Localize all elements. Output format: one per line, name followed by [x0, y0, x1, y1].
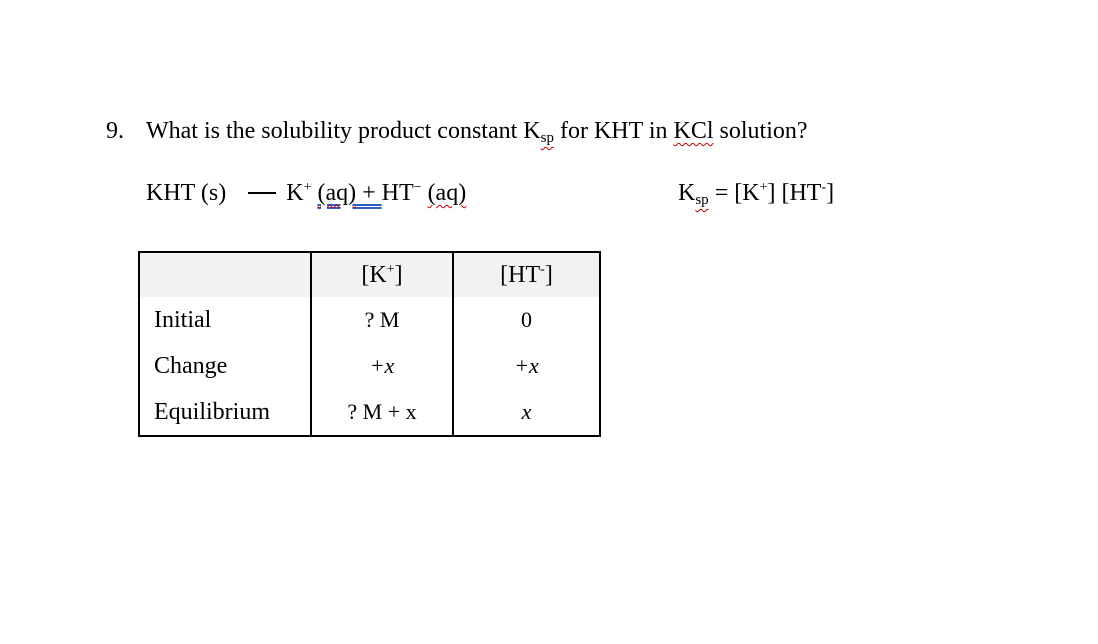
ksp-expr-charge-k: + — [759, 180, 768, 195]
reaction-arrow — [248, 192, 276, 194]
plus-sign: + — [356, 180, 382, 206]
question-text-end: solution? — [713, 118, 808, 144]
question-text-start: What is the solubility product constant — [146, 118, 524, 144]
ice-row-label: Equilibrium — [154, 398, 270, 425]
ice-cell-k: +x — [311, 343, 453, 389]
ice-cell-k: ? M — [311, 297, 453, 343]
ksp-expression — [678, 173, 834, 215]
ice-cell-ht: +x — [453, 343, 600, 389]
ksp-symbol — [523, 118, 554, 144]
ksp-expr-charge-ht: - — [821, 180, 827, 195]
ksp-expr-k: K — [678, 180, 696, 206]
ksp-subscript: sp — [540, 130, 554, 146]
ice-row-equilibrium — [139, 389, 600, 436]
ice-header-ht: [HT-] — [453, 252, 600, 297]
ice-header-k: [K+] — [311, 252, 453, 297]
question-text-middle: for KHT in — [553, 118, 674, 144]
kcl-word: KCl — [673, 118, 714, 144]
ksp-expr-equals: = [K — [708, 180, 760, 206]
ksp-expr-middle: ] [HT — [767, 180, 822, 206]
k-ion-charge: + — [303, 180, 312, 195]
ksp-expr-end: ] — [826, 180, 835, 206]
ice-row-change — [139, 343, 600, 389]
k-ion: K — [286, 180, 304, 206]
question-number: 9. — [106, 118, 124, 144]
ice-header-ht-charge: - — [540, 261, 545, 277]
ksp-k: K — [523, 118, 541, 144]
ice-row-label: Change — [154, 352, 228, 379]
ice-cell-ht: x — [453, 389, 600, 436]
ht-ion-charge: − — [413, 180, 422, 195]
dissociation-equation — [146, 173, 466, 208]
reactant: KHT (s) — [146, 180, 227, 206]
ice-table — [138, 251, 601, 437]
question-text — [146, 116, 808, 153]
k-ion-state: (aq) + — [317, 180, 382, 206]
ksp-expr-subscript: sp — [695, 192, 709, 208]
ht-ion-state: (aq) — [427, 180, 467, 206]
ice-table-header-row — [139, 252, 600, 297]
ht-ion: HT — [381, 180, 414, 206]
ice-header-k-charge: + — [386, 261, 395, 277]
ice-row-initial — [139, 297, 600, 343]
ice-cell-ht: 0 — [453, 297, 600, 343]
ice-cell-k: ? M + x — [311, 389, 453, 436]
ice-header-blank — [139, 252, 311, 297]
ice-row-label: Initial — [154, 306, 212, 333]
